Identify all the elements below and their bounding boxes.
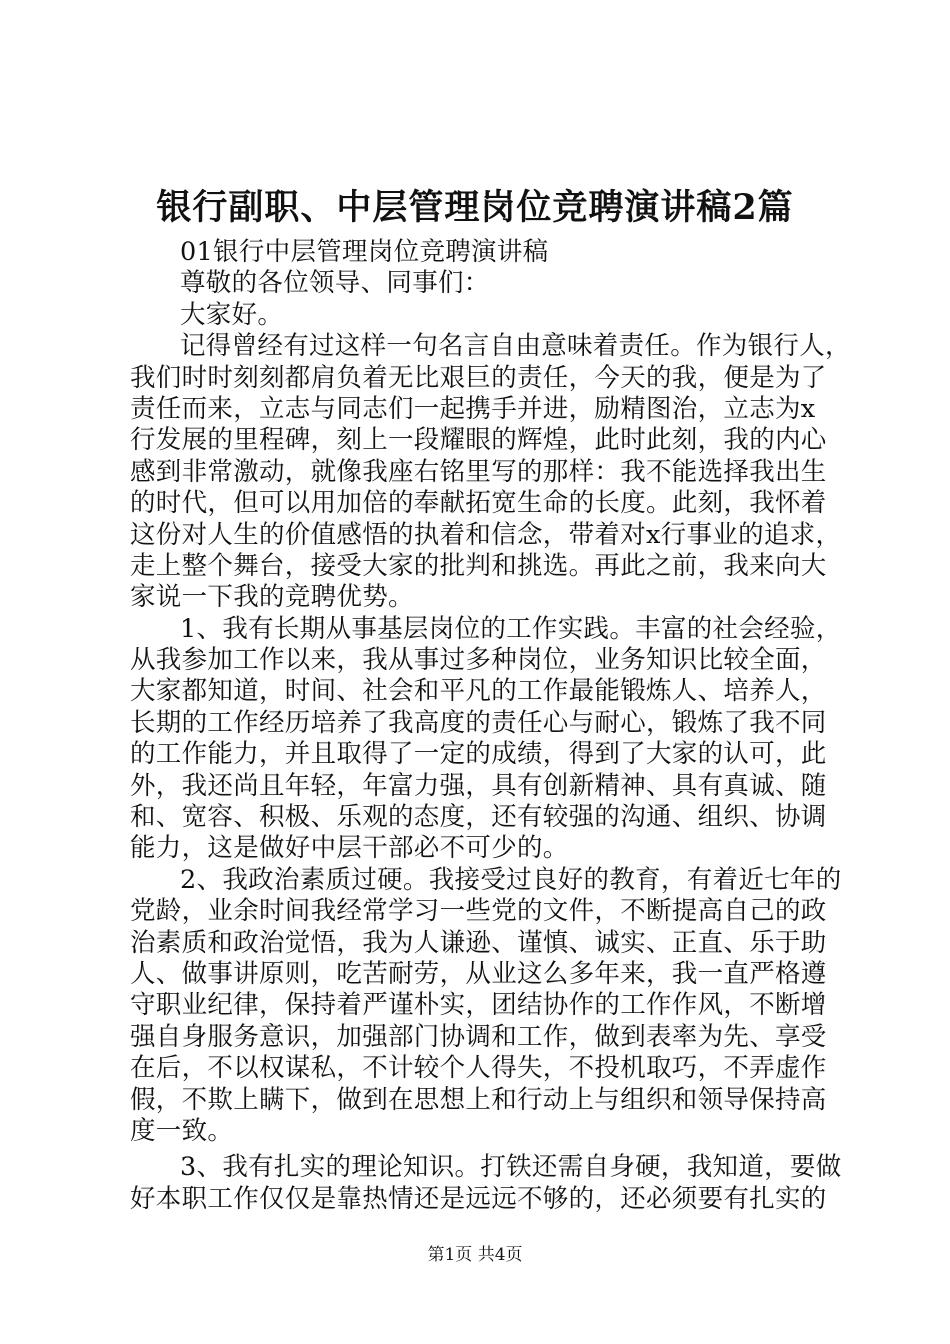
paragraph-line: 好本职工作仅仅是靠热情还是远远不够的，还必须要有扎实的 (130, 1183, 827, 1214)
paragraph-line: 家说一下我的竞聘优势。 (130, 582, 414, 613)
paragraph-line: 的工作能力，并且取得了一定的成绩，得到了大家的认可，此 (130, 739, 827, 770)
paragraph-line: 3、我有扎实的理论知识。打铁还需自身硬，我知道，要做 (180, 1152, 842, 1183)
paragraph-line: 能力，这是做好中层干部必不可少的。 (130, 833, 569, 864)
paragraph-line: 长期的工作经历培养了我高度的责任心与耐心，锻炼了我不同 (130, 707, 827, 738)
paragraph-line: 走上整个舞台，接受大家的批判和挑选。再此之前，我来向大 (130, 550, 827, 581)
paragraph-line: 2、我政治素质过硬。我接受过良好的教育，有着近七年的 (180, 864, 842, 895)
paragraph-line: 假，不欺上瞒下，做到在思想上和行动上与组织和领导保持高 (130, 1084, 827, 1115)
paragraph-line: 1、我有长期从事基层岗位的工作实践。丰富的社会经验， (180, 613, 842, 644)
greeting: 大家好。 (180, 299, 284, 330)
paragraph-line: 从我参加工作以来，我从事过多种岗位，业务知识比较全面， (130, 645, 827, 676)
paragraph-line: 行发展的里程碑，刻上一段耀眼的辉煌，此时此刻，我的内心 (130, 425, 827, 456)
section-heading: 01银行中层管理岗位竞聘演讲稿 (180, 237, 549, 267)
paragraph-line: 记得曾经有过这样一句名言自由意味着责任。作为银行人， (180, 331, 851, 362)
salutation: 尊敬的各位领导、同事们： (180, 268, 490, 299)
paragraph-line: 外，我还尚且年轻，年富力强，具有创新精神、具有真诚、随 (130, 770, 827, 801)
document-title: 银行副职、中层管理岗位竞聘演讲稿2篇 (156, 187, 794, 228)
paragraph-line: 在后，不以权谋私，不计较个人得失，不投机取巧，不弄虚作 (130, 1053, 827, 1084)
paragraph-line: 度一致。 (130, 1115, 234, 1146)
page-number-footer: 第1页 共4页 (427, 1245, 523, 1265)
paragraph-line: 和、宽容、积极、乐观的态度，还有较强的沟通、组织、协调 (130, 802, 827, 833)
paragraph-line: 大家都知道，时间、社会和平凡的工作最能锻炼人、培养人， (130, 676, 827, 707)
paragraph-line: 治素质和政治觉悟，我为人谦逊、谨慎、诚实、正直、乐于助 (130, 927, 827, 958)
paragraph-line: 这份对人生的价值感悟的执着和信念，带着对x行事业的追求， (130, 519, 842, 550)
paragraph-line: 强自身服务意识，加强部门协调和工作，做到表率为先、享受 (130, 1021, 827, 1052)
paragraph-line: 的时代，但可以用加倍的奉献拓宽生命的长度。此刻，我怀着 (130, 488, 827, 519)
paragraph-line: 党龄，业余时间我经常学习一些党的文件，不断提高自己的政 (130, 896, 827, 927)
paragraph-line: 感到非常激动，就像我座右铭里写的那样：我不能选择我出生 (130, 456, 827, 487)
paragraph-line: 人、做事讲原则，吃苦耐劳，从业这么多年来，我一直严格遵 (130, 958, 827, 989)
paragraph-line: 守职业纪律，保持着严谨朴实，团结协作的工作作风，不断增 (130, 990, 827, 1021)
document-body (130, 237, 850, 1215)
paragraph-line: 我们时时刻刻都肩负着无比艰巨的责任，今天的我，便是为了 (130, 362, 827, 393)
paragraph-line: 责任而来，立志与同志们一起携手并进，励精图治，立志为x (130, 393, 816, 424)
